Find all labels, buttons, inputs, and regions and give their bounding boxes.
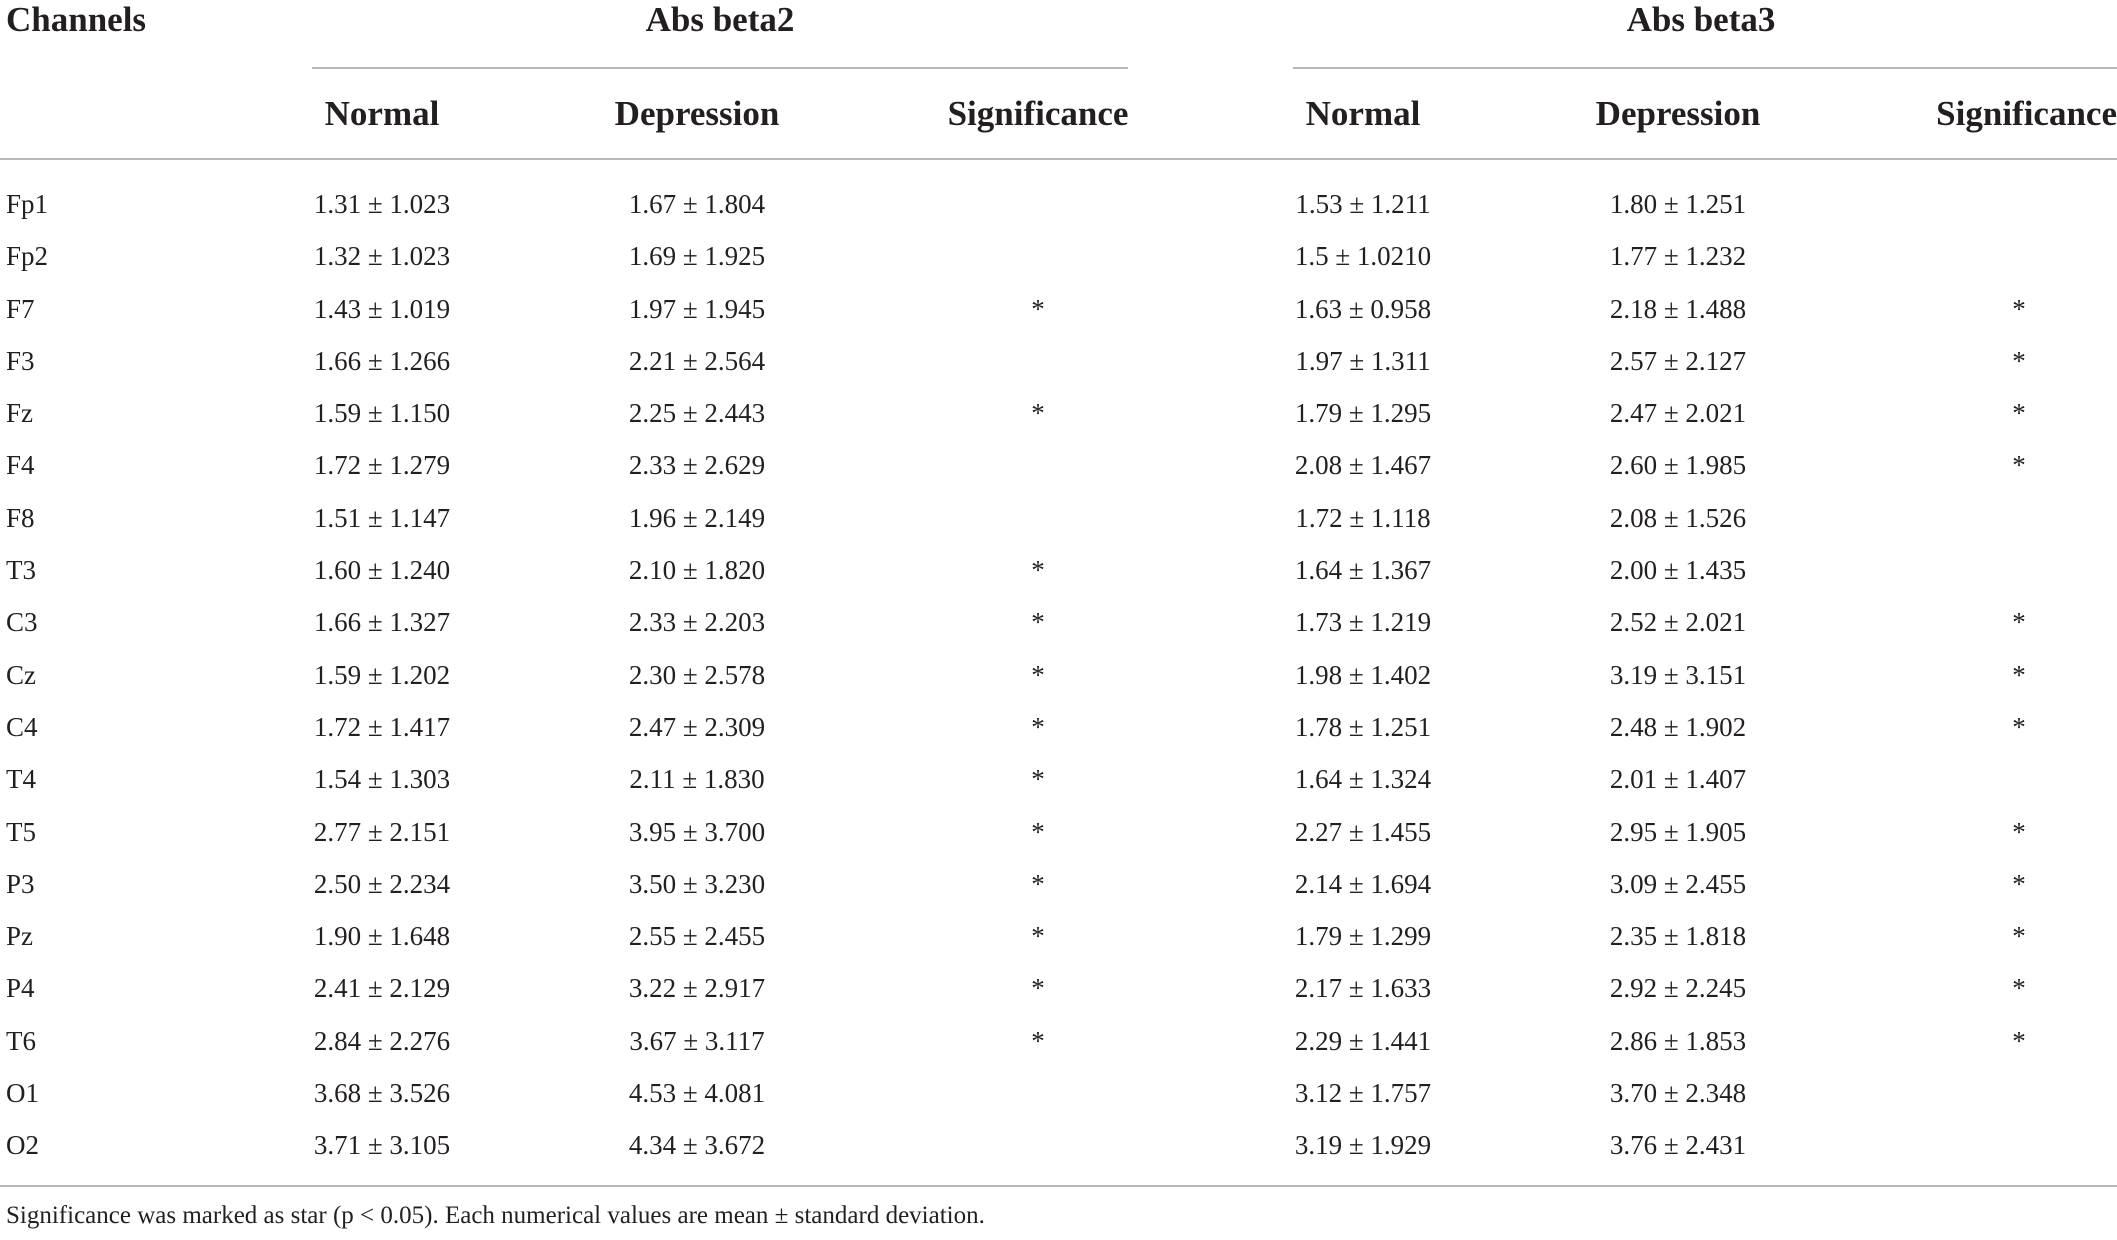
beta3-depression-cell: 2.86 ± 1.853 — [1609, 1025, 1747, 1056]
beta2-significance-cell: * — [1031, 1025, 1045, 1056]
table-row — [0, 234, 2117, 286]
beta2-depression-cell: 1.97 ± 1.945 — [628, 293, 766, 324]
channel-cell: T5 — [6, 816, 36, 847]
beta3-depression-cell: 2.35 ± 1.818 — [1609, 921, 1747, 952]
channel-cell: O1 — [6, 1078, 39, 1109]
beta2-depression-cell: 2.47 ± 2.309 — [628, 711, 766, 742]
channel-cell: F3 — [6, 345, 35, 376]
table-bottom-rule — [0, 1185, 2117, 1187]
beta3-depression-cell: 2.57 ± 2.127 — [1609, 345, 1747, 376]
beta2-depression-cell: 2.33 ± 2.629 — [628, 450, 766, 481]
channel-cell: F8 — [6, 502, 35, 533]
beta2-normal-cell: 1.43 ± 1.019 — [313, 293, 451, 324]
beta2-normal-cell: 1.59 ± 1.202 — [313, 659, 451, 690]
channel-cell: T4 — [6, 764, 36, 795]
beta2-normal-cell: 1.51 ± 1.147 — [313, 502, 451, 533]
channel-cell: T3 — [6, 555, 36, 586]
beta2-normal-cell: 2.50 ± 2.234 — [313, 868, 451, 899]
table-row — [0, 339, 2117, 391]
channel-cell: C4 — [6, 711, 38, 742]
beta3-significance-cell: * — [2012, 921, 2026, 952]
beta3-significance-cell: * — [2012, 868, 2026, 899]
channel-cell: T6 — [6, 1025, 36, 1056]
beta2-significance-cell: * — [1031, 868, 1045, 899]
group-rule-abs-beta2 — [312, 67, 1128, 69]
beta2-significance-cell: * — [1031, 293, 1045, 324]
beta2-significance-cell: * — [1031, 607, 1045, 638]
beta2-normal-cell: 2.77 ± 2.151 — [313, 816, 451, 847]
beta2-normal-cell: 1.66 ± 1.266 — [313, 345, 451, 376]
beta2-depression-cell: 1.96 ± 2.149 — [628, 502, 766, 533]
beta2-significance-cell: * — [1031, 816, 1045, 847]
beta3-normal-cell: 1.79 ± 1.295 — [1294, 398, 1432, 429]
beta2-normal-cell: 1.60 ± 1.240 — [313, 555, 451, 586]
beta3-significance-cell: * — [2012, 816, 2026, 847]
beta2-significance-cell: * — [1031, 973, 1045, 1004]
beta3-depression-cell: 2.01 ± 1.407 — [1609, 764, 1747, 795]
beta3-significance-cell: * — [2012, 398, 2026, 429]
channel-cell: P3 — [6, 868, 35, 899]
channels-header: Channels — [6, 0, 147, 39]
table-row — [0, 914, 2117, 966]
beta3-normal-cell: 1.98 ± 1.402 — [1294, 659, 1432, 690]
beta3-significance-cell: * — [2012, 973, 2026, 1004]
table-row — [0, 391, 2117, 443]
beta2-normal-cell: 1.72 ± 1.417 — [313, 711, 451, 742]
beta3-normal-cell: 1.5 ± 1.0210 — [1294, 241, 1432, 272]
beta3-normal-cell: 1.53 ± 1.211 — [1295, 189, 1431, 219]
beta3-significance-cell: * — [2012, 659, 2026, 690]
beta3-significance-cell: * — [2012, 711, 2026, 742]
beta3-normal-cell: 3.12 ± 1.757 — [1294, 1078, 1432, 1109]
subheader-beta2-significance: Significance — [947, 94, 1129, 133]
beta2-depression-cell: 2.33 ± 2.203 — [628, 607, 766, 638]
table-row — [0, 548, 2117, 600]
channel-cell: F4 — [6, 450, 35, 481]
subheader-beta3-normal: Normal — [1305, 94, 1421, 133]
subheader-beta3-significance: Significance — [1936, 94, 2117, 133]
beta3-depression-cell: 2.18 ± 1.488 — [1609, 293, 1747, 324]
group-title-abs-beta3: Abs beta3 — [1626, 0, 1776, 39]
beta2-depression-cell: 2.55 ± 2.455 — [628, 921, 766, 952]
beta2-normal-cell: 1.66 ± 1.327 — [313, 607, 451, 638]
beta2-depression-cell: 2.11 ± 1.830 — [629, 764, 765, 795]
table-row — [0, 1019, 2117, 1071]
beta3-depression-cell: 2.92 ± 2.245 — [1609, 973, 1747, 1004]
beta2-depression-cell: 3.50 ± 3.230 — [628, 868, 766, 899]
table-row — [0, 653, 2117, 705]
beta3-normal-cell: 1.73 ± 1.219 — [1294, 607, 1432, 638]
beta3-significance-cell: * — [2012, 345, 2026, 376]
table-row — [0, 443, 2117, 495]
channel-cell: C3 — [6, 607, 38, 638]
beta2-normal-cell: 1.54 ± 1.303 — [313, 764, 451, 795]
beta2-significance-cell: * — [1031, 921, 1045, 952]
beta2-significance-cell: * — [1031, 398, 1045, 429]
group-rule-abs-beta3 — [1293, 67, 2117, 69]
channel-cell: Fp1 — [6, 189, 49, 219]
subheader-beta2-depression: Depression — [614, 94, 780, 133]
channel-cell: Cz — [6, 659, 36, 690]
subheader-beta2-normal: Normal — [324, 94, 440, 133]
beta2-depression-cell: 3.22 ± 2.917 — [628, 973, 766, 1004]
beta2-depression-cell: 4.53 ± 4.081 — [628, 1078, 766, 1109]
beta2-normal-cell: 1.31 ± 1.023 — [313, 189, 451, 219]
beta2-normal-cell: 2.41 ± 2.129 — [313, 973, 451, 1004]
beta3-depression-cell: 3.70 ± 2.348 — [1609, 1078, 1747, 1109]
beta2-depression-cell: 2.30 ± 2.578 — [628, 659, 766, 690]
beta3-significance-cell: * — [2012, 450, 2026, 481]
beta2-depression-cell: 2.10 ± 1.820 — [628, 555, 766, 586]
beta3-significance-cell: * — [2012, 293, 2026, 324]
beta3-depression-cell: 2.00 ± 1.435 — [1609, 555, 1747, 586]
table-row — [0, 810, 2117, 862]
table-row — [0, 705, 2117, 757]
channel-cell: Pz — [6, 921, 33, 952]
beta3-normal-cell: 1.79 ± 1.299 — [1294, 921, 1432, 952]
beta2-normal-cell: 3.71 ± 3.105 — [313, 1130, 451, 1161]
beta3-normal-cell: 1.78 ± 1.251 — [1294, 711, 1432, 742]
beta2-significance-cell: * — [1031, 711, 1045, 742]
beta3-significance-cell: * — [2012, 1025, 2026, 1056]
table-row — [0, 600, 2117, 652]
beta2-normal-cell: 2.84 ± 2.276 — [313, 1025, 451, 1056]
channel-cell: Fp2 — [6, 241, 49, 272]
beta2-normal-cell: 1.72 ± 1.279 — [313, 450, 451, 481]
beta2-significance-cell: * — [1031, 764, 1045, 795]
beta3-depression-cell: 2.52 ± 2.021 — [1609, 607, 1747, 638]
beta3-depression-cell: 2.60 ± 1.985 — [1609, 450, 1747, 481]
subheader-beta3-depression: Depression — [1595, 94, 1761, 133]
beta3-depression-cell: 3.09 ± 2.455 — [1609, 868, 1747, 899]
beta3-significance-cell: * — [2012, 607, 2026, 638]
beta3-normal-cell: 3.19 ± 1.929 — [1294, 1130, 1432, 1161]
beta3-depression-cell: 2.47 ± 2.021 — [1609, 398, 1747, 429]
beta2-normal-cell: 1.90 ± 1.648 — [313, 921, 451, 952]
table-footnote: Significance was marked as star (p < 0.05). Each numerical values are mean ± standard deviation. — [6, 1202, 985, 1229]
beta2-depression-cell: 1.67 ± 1.804 — [628, 189, 766, 219]
beta3-depression-cell: 1.77 ± 1.232 — [1609, 241, 1747, 272]
beta2-depression-cell: 4.34 ± 3.672 — [628, 1130, 766, 1161]
beta3-depression-cell: 2.48 ± 1.902 — [1609, 711, 1747, 742]
beta3-normal-cell: 1.64 ± 1.367 — [1294, 555, 1432, 586]
channel-cell: F7 — [6, 293, 35, 324]
header-bottom-rule — [0, 158, 2117, 160]
beta2-normal-cell: 3.68 ± 3.526 — [313, 1078, 451, 1109]
beta3-normal-cell: 2.27 ± 1.455 — [1294, 816, 1432, 847]
table-row — [0, 1123, 2117, 1175]
table-row — [0, 862, 2117, 914]
beta2-depression-cell: 2.25 ± 2.443 — [628, 398, 766, 429]
beta3-normal-cell: 1.97 ± 1.311 — [1295, 345, 1431, 376]
beta2-significance-cell: * — [1031, 555, 1045, 586]
beta3-normal-cell: 2.17 ± 1.633 — [1294, 973, 1432, 1004]
table-row — [0, 496, 2117, 548]
beta3-depression-cell: 3.76 ± 2.431 — [1609, 1130, 1747, 1161]
beta3-depression-cell: 1.80 ± 1.251 — [1609, 189, 1747, 219]
table-row — [0, 757, 2117, 809]
table-row — [0, 1071, 2117, 1123]
table-body — [0, 182, 2117, 1176]
channel-cell: O2 — [6, 1130, 39, 1161]
beta3-depression-cell: 2.08 ± 1.526 — [1609, 502, 1747, 533]
beta2-depression-cell: 3.67 ± 3.117 — [629, 1025, 765, 1056]
beta3-normal-cell: 2.14 ± 1.694 — [1294, 868, 1432, 899]
beta3-normal-cell: 1.63 ± 0.958 — [1294, 293, 1432, 324]
beta2-depression-cell: 2.21 ± 2.564 — [628, 345, 766, 376]
table-row — [0, 287, 2117, 339]
beta3-depression-cell: 2.95 ± 1.905 — [1609, 816, 1747, 847]
beta2-significance-cell: * — [1031, 659, 1045, 690]
beta3-depression-cell: 3.19 ± 3.151 — [1609, 659, 1747, 690]
beta2-depression-cell: 1.69 ± 1.925 — [628, 241, 766, 272]
beta2-normal-cell: 1.32 ± 1.023 — [313, 241, 451, 272]
channel-cell: P4 — [6, 973, 35, 1004]
group-title-abs-beta2: Abs beta2 — [645, 0, 795, 39]
table-row — [0, 966, 2117, 1018]
beta2-depression-cell: 3.95 ± 3.700 — [628, 816, 766, 847]
beta3-normal-cell: 2.29 ± 1.441 — [1294, 1025, 1432, 1056]
table-row — [0, 182, 2117, 234]
beta3-normal-cell: 1.72 ± 1.118 — [1295, 502, 1431, 533]
beta3-normal-cell: 2.08 ± 1.467 — [1294, 450, 1432, 481]
beta3-normal-cell: 1.64 ± 1.324 — [1294, 764, 1432, 795]
channel-cell: Fz — [6, 398, 33, 429]
beta2-normal-cell: 1.59 ± 1.150 — [313, 398, 451, 429]
